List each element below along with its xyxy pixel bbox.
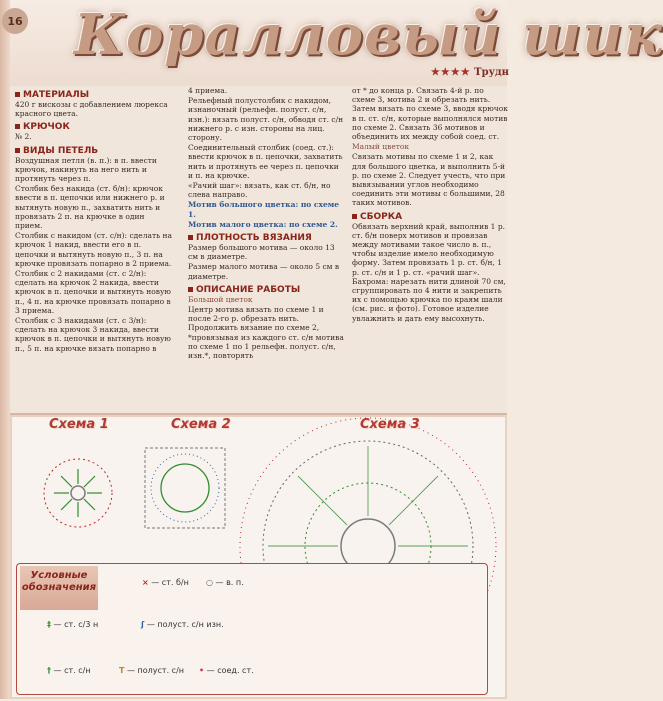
schema-2-title: Схема 2 bbox=[171, 417, 231, 432]
legend-item-dc: † — ст. с/н bbox=[47, 666, 91, 675]
text-column-1 bbox=[15, 86, 173, 411]
symbol-triple-treble-icon: ‡ bbox=[47, 620, 51, 629]
section-heading-description: ОПИСАНИЕ РАБОТЫ bbox=[188, 285, 346, 295]
legend-item-half-dc-back: ʃ — полуст. с/н изн. bbox=[141, 620, 224, 629]
legend-box bbox=[16, 563, 488, 695]
difficulty-label: Трудн bbox=[474, 67, 509, 78]
legend-item-triple-treble: ‡ — ст. с/3 н bbox=[47, 620, 99, 629]
description-text: Центр мотива вязать по схеме 1 и после 2-го р. обрезать нить. Продолжить вязание по схеме 2, *провязывая из каждого ст. с/н мотива по схеме 1 по 1 рельефн. полуст. с/н, изн.*, повторять bbox=[188, 305, 344, 361]
symbol-half-double-crochet-icon: Т bbox=[119, 666, 125, 675]
text-col2-2: Рельефный полустолбик с накидом, изнаночный (рельефн. полуст. с/н, изн.): вязать полуст. с/н, обводя ст. с/н нижнего р. с изн. стороны на лиц. сторону. bbox=[188, 96, 344, 143]
assembly-text: Обвязать верхний край, выполнив 1 р. ст. б/н поверх мотивов и провязав между мотивами такое число в. п., чтобы изделие имело необходимую форму. Затем провязать 1 р. ст. б/н, 1 р. ст. с/н и 1 р. ст. «рачий шаг». Бахрома: нарезать нити длиной 70 см, сгруппировать по 4 нити и закрепить их с помощью крючка по краям шали (см. рис. и фото). Готовое изделие увлажнить и дать ему высохнуть. bbox=[352, 221, 506, 323]
motif-large-text: Мотив большого цветка: по схеме 1. bbox=[188, 200, 340, 219]
legend-item-half-dc: Т — полуст. с/н bbox=[119, 666, 184, 675]
legend-title: Условные обозначения bbox=[20, 566, 98, 610]
text-col3-1: от * до конца р. Связать 4-й р. по схеме 3, мотива 2 и обрезать нить. Затем вязать по схеме 3, вводя крючок в п. ст. с/н, которые выполнялся мотив по схеме 2. Связать 36 мотивов и объединить их между собой соед. ст. bbox=[352, 86, 508, 142]
stitch-text-1: Воздушная петля (в. п.): в п. ввести крючок, накинуть на него нить и протянуть через п. bbox=[15, 155, 157, 184]
section-heading-assembly: СБОРКА bbox=[352, 212, 508, 222]
small-flower-title: Малый цветок bbox=[352, 142, 410, 152]
density-text-1: Размер большого мотива — около 13 см в диаметре. bbox=[188, 243, 335, 262]
page-title: Коралловый шик bbox=[74, 2, 663, 68]
difficulty-stars: ★★★★ bbox=[430, 67, 471, 78]
legend-item-slip-stitch: • — соед. ст. bbox=[199, 666, 254, 675]
schema-1-diagram bbox=[44, 459, 112, 527]
schema-1-title: Схема 1 bbox=[49, 417, 109, 432]
section-heading-hook: КРЮЧОК bbox=[15, 122, 173, 132]
symbol-circle-icon: ○ bbox=[206, 578, 213, 587]
density-text-2: Размер малого мотива — около 5 см в диаметре. bbox=[188, 262, 340, 281]
left-border bbox=[0, 0, 10, 699]
page-number: 16 bbox=[2, 8, 28, 34]
symbol-slip-stitch-icon: • bbox=[199, 666, 205, 675]
legend-item-chain: ○ — в. п. bbox=[206, 578, 244, 587]
section-heading-materials: МАТЕРИАЛЫ bbox=[15, 90, 173, 100]
schema-2-diagram bbox=[145, 448, 225, 528]
section-heading-density: ПЛОТНОСТЬ ВЯЗАНИЯ bbox=[188, 233, 346, 243]
small-flower-text: Связать мотивы по схеме 1 и 2, как для большого цветка, и выполнить 5-й р. по схеме 2. Следует учесть, что при вывязывании углов необходимо соединить эти мотивы с большими, 28 таких мотивов. bbox=[352, 152, 506, 208]
text-col2-1: 4 приема. bbox=[188, 86, 228, 95]
section-heading-stitches: ВИДЫ ПЕТЕЛЬ bbox=[15, 146, 173, 156]
schema-3-title: Схема 3 bbox=[360, 417, 420, 432]
text-column-2 bbox=[188, 86, 346, 411]
text-col2-4: «Рачий шаг»: вязать, как ст. б/н, но слева направо. bbox=[188, 181, 331, 200]
text-col2-3: Соединительный столбик (соед. ст.): ввести крючок в п. цепочки, захватить нить и протянуть ее через п. цепочки и п. на крючке. bbox=[188, 143, 343, 180]
stitch-text-4: Столбик с 2 накидами (ст. с 2/н): сделать на крючок 2 накида, ввести крючок в п. цепочки и вытянуть новую п., 4 п. на крючке провязать попарно в 3 приема. bbox=[15, 269, 171, 315]
symbol-cross-icon: × bbox=[142, 578, 149, 587]
text-column-3 bbox=[352, 86, 508, 411]
stitch-text-2: Столбик без накида (ст. б/н): крючок ввести в п. цепочки или нижнего р. и вытянуть новую п., захватить нить и провязать 2 п. на крючке в один прием. bbox=[15, 184, 165, 231]
stitch-text-3: Столбик с накидом (ст. с/н): сделать на крючок 1 накид, ввести его в п. цепочки и вытянуть новую п., 3 п. на крючке провязать попарно в 2 приема. bbox=[15, 231, 173, 268]
materials-text: 420 г вискозы с добавлением люрекса красного цвета. bbox=[15, 100, 168, 119]
legend-item-sc: × — ст. б/н bbox=[142, 578, 189, 587]
stitch-text-5: Столбик с 3 накидами (ст. с 3/н): сделать на крючок 3 накида, ввести крючок в п. цепочки и вытянуть новую п., 5 п. на крючке вязать попарно в bbox=[15, 316, 171, 353]
symbol-half-dc-back-icon: ʃ bbox=[141, 620, 145, 629]
difficulty-rating bbox=[431, 67, 509, 78]
hook-text: № 2. bbox=[15, 132, 32, 142]
large-flower-title: Большой цветок bbox=[188, 294, 253, 304]
motif-small-text: Мотив малого цветка: по схеме 2. bbox=[188, 219, 338, 229]
symbol-double-crochet-icon: † bbox=[47, 666, 51, 675]
